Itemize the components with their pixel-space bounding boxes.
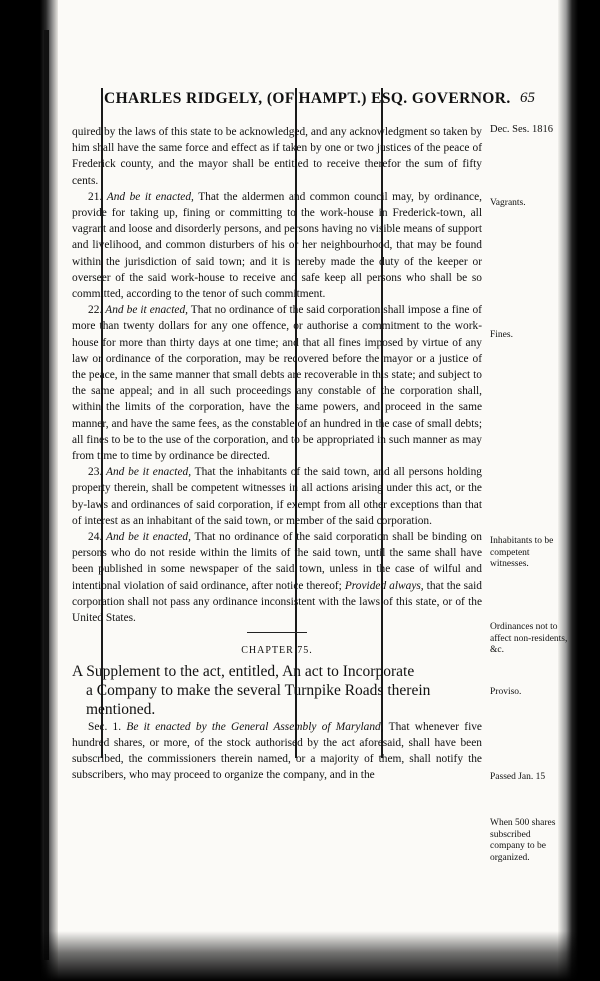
running-head: CHARLES RIDGELY, (OF HAMPT.) ESQ. GOVERNOR.: [104, 90, 511, 107]
enacting-clause: And be it enacted,: [106, 466, 192, 479]
scan-right-border: [558, 0, 600, 981]
margin-note-when-500: When 500 shares subscribed company to be organized.: [490, 818, 556, 863]
chapter-title: [72, 662, 482, 719]
chapter-rule: [247, 632, 307, 633]
enacting-clause: And be it enacted,: [105, 304, 188, 317]
margin-note-passed: Passed Jan. 15: [490, 772, 546, 782]
chapter-75-section-1: [72, 719, 482, 784]
chapter-heading: CHAPTER 75.: [241, 645, 313, 657]
chapter-title-line: A Supplement to the act, entitled, An act to Incorporate: [72, 662, 415, 680]
scan-bottom-shadow: [0, 931, 600, 981]
section-number: 21.: [88, 190, 103, 203]
enacting-clause: Be it enacted by the General Assembly of Maryland,: [126, 720, 384, 733]
opening-paragraph: quired by the laws of this state to be acknowledged, and any acknowledgment so taken by him shall have the same force and effect as if taken by one or two justices of the peace of Frederick county, and the mayor shall be entitled to receive therefor the sum of fifty cents.: [72, 126, 482, 187]
margin-note-fines: Fines.: [490, 330, 513, 340]
section-number: 23.: [88, 466, 103, 479]
scan-left-border: [0, 0, 58, 981]
section-number: Sec. 1.: [88, 720, 122, 733]
page-body: [72, 124, 482, 783]
section-text: That no ordinance of the said corporation shall impose a fine of more than twenty dollars for any one offence, or authorise a commitment to the work-house for more than thirty days at one time; and that all fines imposed by virtue of any law or ordinance of the corporation, may be recovered before the mayor or a justice of the peace, in the same manner that small debts are recoverable in this state; and subject to the same appeal; and in all such proceedings any constable of the corporation shall, within the limits of the corporation, have the same powers, and proceed in the same manner, and have the same fees, as the constable of an hundred in the case of small debts; all fines to be to the use of the corporation, and to be appropriated in such manner as may from time to time by ordinance be directed.: [72, 304, 482, 463]
chapter-title-line: mentioned.: [86, 700, 156, 718]
section-text: That the aldermen and common council may, by ordinance, provide for taking up, fining or committing to the work-house in Frederick-town, all vagrant and loose and disorderly persons, and persons having no visible means of support and livelihood, and common disturbers of his or her neighbourhood, that may be found within the jurisdiction of said town; and it is hereby made the duty of the keeper or overseer of the said work-house to receive and safe keep all persons who shall be so committed, according to the tenor of such commitment.: [72, 190, 482, 301]
section-text: that the said corporation shall not pass any ordinance inconsistent with the laws of this state, or of the United States.: [72, 579, 482, 625]
section-24: [72, 529, 482, 626]
chapter-title-line: a Company to make the several Turnpike Roads therein: [86, 681, 431, 699]
page-number: 65: [520, 90, 535, 106]
enacting-clause: And be it enacted,: [106, 190, 194, 203]
margin-note-proviso: Proviso.: [490, 687, 522, 697]
margin-note-session: Dec. Ses. 1816: [490, 124, 553, 135]
section-number: 22.: [88, 304, 103, 317]
section-text: That whenever five hundred shares, or more, of the stock authorised by the act aforesaid, shall have been subscribed, the commissioners therein named, or a majority of them, shall notify the subscribers, who may proceed to organize the company, and in the: [72, 720, 482, 782]
section-text: That the inhabitants of the said town, and all persons holding property therein, shall be competent witnesses in all actions arising under this act, or the by-laws and ordinances of said corporation, if exempt from all other exceptions than that of interest as an inhabitant of the said town, or member of the said corporation.: [72, 466, 482, 527]
section-22: [72, 302, 482, 464]
margin-note-ordinances: Ordinances not to affect non-residents, &c.: [490, 622, 568, 655]
margin-note-inhabitants: Inhabitants to be competent witnesses.: [490, 536, 554, 569]
section-23: [72, 464, 482, 529]
section-21: [72, 189, 482, 302]
section-text: That no ordinance of the said corporation shall be binding on persons who do not reside within the limits of the said town, until the same shall have been published in some newspaper of the said town, unless in the case of wilful and intentional violation of said ordinance, after notice thereof;: [72, 531, 482, 592]
book-spine-shadow: [44, 30, 49, 960]
margin-note-vagrants: Vagrants.: [490, 198, 526, 208]
enacting-clause: And be it enacted,: [106, 531, 191, 544]
section-number: 24.: [88, 531, 103, 544]
proviso-clause: Provided always,: [344, 579, 424, 592]
